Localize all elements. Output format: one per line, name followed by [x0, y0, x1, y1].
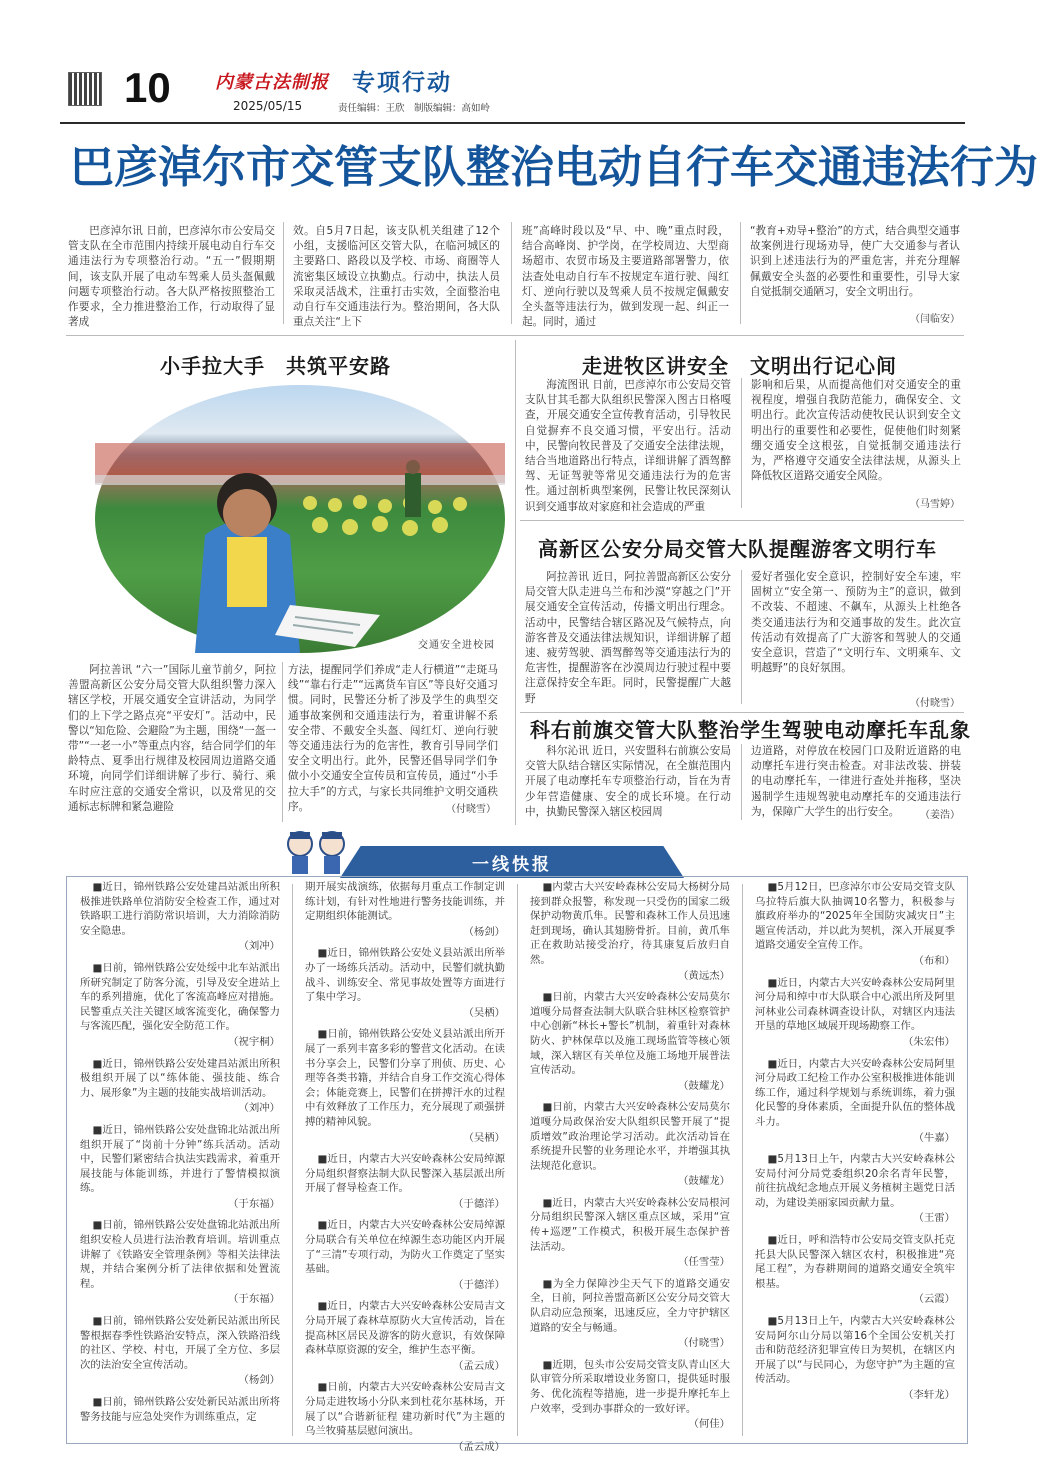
kuaibao-col-4 [755, 880, 955, 1440]
brief-item: ■近日，锦州铁路公安处义县站派出所举办了一场练兵活动。活动中，民警们就执勤战斗、训练安全、常见事故处置等方面进行了集中学习。 （吴栖） [305, 947, 505, 1019]
page-number: 10 [124, 64, 171, 111]
brief-item: ■日前，内蒙古大兴安岭森林公安局莫尔道嘎分局政保治安大队组织民警开展了“提质增效”政治理论学习活动。此次活动旨在系统提升民警的业务理论水平，并增强其执法规范化意识。 （鼓耀龙） [530, 1101, 730, 1188]
brief-item: ■5月12日，巴彦淖尔市公安局交管支队乌拉特后旗大队抽调10名警力，积极参与旗政府举办的“2025年全国防灾减灾日”主题宣传活动，并以此为契机，深入开展夏季道路交通安全宣传工作。 （布和） [755, 881, 955, 967]
photo-caption: 交通安全进校园 [418, 640, 495, 651]
brief-item: ■近日，内蒙古大兴安岭森林公安局阿里河分局和绰中市大队联合中心派出所及阿里河林业公司森林调查设计队，对辖区内违法开垦的草地区域展开现场勘察工作。 （朱宏伟） [755, 976, 955, 1048]
masthead-logo: 内蒙古法制报 [215, 72, 329, 93]
brief-item: ■近日，锦州铁路公安处建昌站派出所积极推进铁路单位消防安全检查工作，通过对铁路职工进行消防常识培训，大力消除消防安全隐患。 （刘冲） [80, 881, 280, 953]
brief-item: ■近日，内蒙古大兴安岭森林公安局阿里河分局政工纪检工作办公室积极推进体能训练工作，通过科学规划与系统训练，着力强化民警的身体素质，全面提升队伍的整体战斗力。 （牛嘉） [755, 1057, 955, 1144]
lead-article-col-1: 巴彦淖尔讯 日前，巴彦淖尔市公安局交管支队在全市范围内持续开展电动自行车交通违法行为专项整治行动。“五一”假期期间，该支队开展了电动车驾乘人员头盔佩戴问题专项整治行动。各大队严格按照整治工作要求，全力推进整治工作，行动取得了显著成 [68, 225, 275, 329]
header-rule [60, 122, 965, 124]
horqin-col-1: 科尔沁讯 近日，兴安盟科右前旗公安局交管大队结合辖区实际情况，在全旗范围内开展了电动摩托车专项整治行动，旨在为青少年营造健康、安全的成长环境。在行动中，执勤民警深入辖区校园周 [525, 745, 731, 818]
lead-article-col-3: 班”高峰时段以及“早、中、晚”重点时段，结合高峰岗、护学岗，在学校周边、大型商场超市、农贸市场及主要道路部署警力，依法查处电动自行车不按规定车道行驶、闯红灯、逆向行驶以及驾乘人员不按规定佩戴安全头盔等违法行为，做到发现一起、纠正一起。同时，通过 [522, 225, 729, 329]
main-headline: 巴彦淖尔市交管支队整治电动自行车交通违法行为 [70, 142, 1038, 193]
photo-illustration [95, 385, 505, 653]
section-title: 专项行动 [352, 69, 452, 96]
horqin-title: 科右前旗交管大队整治学生驾驶电动摩托车乱象 [530, 718, 971, 742]
brief-item: ■日前，锦州铁路公安处绥中北车站派出所研究制定了防客分流，引导及安全进站上车的系列措施，优化了客流高峰应对措施。民警重点关注关键区域客流变化，确保警力与客流匹配，强化安全防范工作。 （祝宇桐） [80, 961, 280, 1048]
lead-article-signature: （闫临安） [910, 314, 960, 325]
kuaibao-col-3 [530, 880, 730, 1440]
tourists-signature: （付晓雪） [910, 698, 960, 709]
kuaibao-col-1 [80, 880, 280, 1440]
brief-item: ■日前，锦州铁路公安处盘锦北站派出所组织安检人员进行法治教育培训。培训重点讲解了《铁路安全管理条例》等相关法律法规，并结合案例分析了法律依据和处置流程。 （于东福） [80, 1219, 280, 1306]
brief-item: ■日前，内蒙古大兴安岭森林公安局吉文分局走进牧场小分队来到杜花尔基林场，开展了以“合谐新征程 建功新时代”为主题的乌兰牧骑基层慰问演出。 （孟云成） [305, 1381, 505, 1453]
brief-item: ■近期，包头市公安局交管支队青山区大队审管分所采取增设业务窗口，提供延时服务、优化流程等措施，进一步提升摩托车上户效率，受到办事群众的一致好评。 （何佳） [530, 1358, 730, 1431]
issue-date: 2025/05/15 [233, 99, 303, 113]
brief-item: ■内蒙古大兴安岭森林公安局大杨树分局接到群众报警，称发现一只受伤的国家二级保护动物黄爪隼。民警和森林工作人员迅速赶到现场，确认其翅膀骨折。目前，黄爪隼正在救助站接受治疗，待其康复后放归自然。 （黄远杰） [530, 881, 730, 982]
brief-item: ■日前，锦州铁路公安处新民站派出所将警务技能与应急处突作为训练重点，定 [80, 1396, 280, 1423]
small-hands-col-2: 方法，提醒同学们养成“走人行横道”“走斑马线”“靠右行走”“远离货车盲区”等良好交通习惯。同时，民警还分析了涉及学生的典型交通事故案例和交通违法行为，着重讲解不系安全带、不戴安全头盔、闯红灯、逆向行驶等交通违法行为的危害性，教育引导同学们安全文明出行。此外，民警还倡导同学们争做小小交通安全宣传员和宣传员，通过“小手拉大手”的方式，与家长共同维护文明交通秩序。 [288, 664, 498, 813]
brief-item: ■近日，内蒙古大兴安岭森林公安局绰源分局组织督察法制大队民警深入基层派出所开展了督导检查工作。 （于德洋） [305, 1153, 505, 1210]
tourists-title: 高新区公安分局交管大队提醒游客文明行车 [538, 537, 937, 561]
brief-item: ■5月13日上午，内蒙古大兴安岭森林公安局阿尔山分局以第16个全国公安机关打击和防范经济犯罪宣传日为契机，在辖区内开展了以“与民同心，为您守护”为主题的宣传活动。 （李轩龙） [755, 1315, 955, 1401]
tourists-col-2: 爱好者强化安全意识，控制好安全车速，牢固树立“安全第一、预防为主”的意识，做到不改装、不超速、不飙车，从源头上杜绝各类交通违法行为和交通事故的发生。此次宣传活动有效提高了广大游客和驾驶人的交通安全意识，营造了“文明行车、文明乘车、文明越野”的良好氛围。 [751, 571, 961, 675]
pastoral-col-1: 海流图讯 日前，巴彦淖尔市公安局交管支队甘其毛都大队组织民警深入图古日格嘎查，开展交通安全宣传教育活动，引导牧民自觉摒弃不良交通习惯，平安出行。活动中，民警向牧民普及了交通安全法律法规，结合当地道路出行特点，详细讲解了酒驾醉驾、无证驾驶等常见交通违法行为的危害性。通过剖析典型案例，民警让牧民深刻认识到交通事故对家庭和社会造成的严重 [525, 379, 731, 513]
editor-credits: 责任编辑：王欣 制版编辑：高如岭 [338, 103, 491, 114]
brief-item: ■近日，呼和浩特市公安局交管支队托克托县大队民警深入辖区农村，积极推进“亮尾工程”，为春耕期间的道路交通安全筑牢根基。 （云霞） [755, 1234, 955, 1306]
brief-item: ■日前，内蒙古大兴安岭森林公安局莫尔道嘎分局督查法制大队联合驻林区检察管护中心创新“林长+警长”机制，着重针对森林防火、护林保草以及施工现场监管等核心领域，深入辖区有关单位及施工场地开展普法宣传活动。 （鼓耀龙） [530, 991, 730, 1092]
horqin-col-2: 边道路，对停放在校园门口及附近道路的电动摩托车进行突击检查。对非法改装、拼装的电动摩托车，一律进行查处并拖移，坚决遏制学生违规驾驶电动摩托车的交通违法行为，保障广大学生的出行安全。 [751, 745, 961, 818]
small-hands-col-1: 阿拉善讯 “六一”国际儿童节前夕，阿拉善盟高新区公安分局交管大队组织警力深入辖区学校，开展交通安全宣讲活动，为同学们的上下学之路点亮“平安灯”。活动中，民警以“知危险、会避险”为主题，围绕“一盔一带”“一老一小”等重点内容，结合同学们的年龄特点、夏季出行规律及校园周边道路交通环境，向同学们详细讲解了步行、骑行、乘车时应注意的交通安全常识，以及常见的交通标志标牌和紧急避险 [68, 664, 276, 813]
brief-item: ■为全力保障沙尘天气下的道路交通安全，日前，阿拉善盟高新区公安分局交管大队启动应急预案，迅速反应，全力守护辖区道路的安全与畅通。 （付晓雪） [530, 1277, 730, 1350]
pastoral-col-2: 影响和后果，从而提高他们对交通安全的重视程度，增强自我防范能力，确保安全、文明出行。此次宣传活动使牧民认识到安全文明出行的重要性和必要性，促使他们时刻紧绷交通安全这根弦，自觉抵制交通违法行为，严格遵守交通安全法律法规，从源头上降低牧区道路交通安全风险。 [751, 379, 961, 483]
brief-item: ■近日，内蒙古大兴安岭森林公安局绰源分局联合有关单位在绰源生态功能区内开展了“三清”专项行动，为防火工作奠定了坚实基础。 （于德洋） [305, 1219, 505, 1291]
small-hands-title: 小手拉大手 共筑平安路 [160, 354, 391, 378]
small-hands-signature: （付晓雪） [446, 804, 496, 815]
lead-article-col-2: 效。自5月7日起，该支队机关组建了12个小组，支援临河区交管大队，在临河城区的主要路口、路段以及学校、市场、商圈等人流密集区域设立执勤点。行动中，执法人员采取灵活战术，注重打击实效，全面整治电动自行车交通违法行为。整治期间，各大队重点关注“上下 [293, 225, 500, 329]
kuaibao-title: 一线快报 [472, 855, 552, 875]
brief-item: ■近日，锦州铁路公安处建昌站派出所积极组织开展了以“练体能、强技能、练合力、展形象”为主题的技能实战培训活动。 （刘冲） [80, 1057, 280, 1115]
horqin-signature: （姜浩） [920, 810, 960, 821]
school-photo [95, 385, 505, 653]
brief-item: ■近日，锦州铁路公安处盘锦北站派出所组织开展了“岗前十分钟”练兵活动。活动中，民警们紧密结合执法实践需求，着重开展技能与体能训练，并进行了警情模拟演练。 （于东福） [80, 1123, 280, 1210]
qr-code [68, 72, 102, 106]
pastoral-signature: （马雪婷） [910, 499, 960, 510]
brief-item: 期开展实战演练，依据每月重点工作制定训练计划，有针对性地进行警务技能训练，并定期组织体能测试。 （杨剑） [305, 881, 505, 938]
pastoral-title: 走进牧区讲安全 文明出行记心间 [582, 354, 897, 378]
brief-item: ■5月13日上午，内蒙古大兴安岭森林公安局付河分局党委组织20余名青年民警，前往抗战纪念地点开展义务植树主题党日活动，为建设美丽家园贡献力量。 （王雷） [755, 1153, 955, 1225]
lead-article-col-4: “教育+劝导+整治”的方式，结合典型交通事故案例进行现场劝导，使广大交通参与者认识到上述违法行为的严重危害，并充分理解佩戴安全头盔的必要性和重要性，引导大家自觉抵制交通陋习，安全文明出行。 [750, 225, 960, 298]
tourists-col-1: 阿拉善讯 近日，阿拉善盟高新区公安分局交管大队走进乌兰布和沙漠“穿越之门”开展交通安全宣传活动，传播文明出行理念。活动中，民警结合辖区路况及气候特点，向游客普及交通法律法规知识，详细讲解了超速、疲劳驾驶、酒驾醉驾等交通违法行为的危害性，提醒游客在沙漠周边行驶过程中要注意保持安全车距。同时，民警提醒广大越野 [525, 571, 731, 705]
brief-item: ■近日，内蒙古大兴安岭森林公安局根河分局组织民警深入辖区重点区域，采用“宣传+巡逻”工作模式，积极开展生态保护普法活动。 （任雪莹） [530, 1196, 730, 1269]
brief-item: ■日前，锦州铁路公安处新民站派出所民警根据春季性铁路治安特点，深入铁路沿线的社区、学校、村屯，开展了全方位、多层次的法治安全宣传活动。 （杨剑） [80, 1315, 280, 1387]
kuaibao-col-2 [305, 880, 505, 1453]
brief-item: ■近日，内蒙古大兴安岭森林公安局吉文分局开展了森林草原防火大宣传活动，旨在提高林区居民及游客的防火意识，有效保障森林草原资源的安全，维护生态平衡。 （孟云成） [305, 1300, 505, 1372]
brief-item: ■日前，锦州铁路公安处义县站派出所开展了一系列丰富多彩的警营文化活动。在读书分享会上，民警们分享了刑侦、历史、心理等各类书籍，并结合自身工作交流心得体会；体能竞赛上，民警们在拼搏汗水的过程中有效释放了工作压力，充分展现了顽强拼搏的精神风貌。 （吴栖） [305, 1028, 505, 1144]
